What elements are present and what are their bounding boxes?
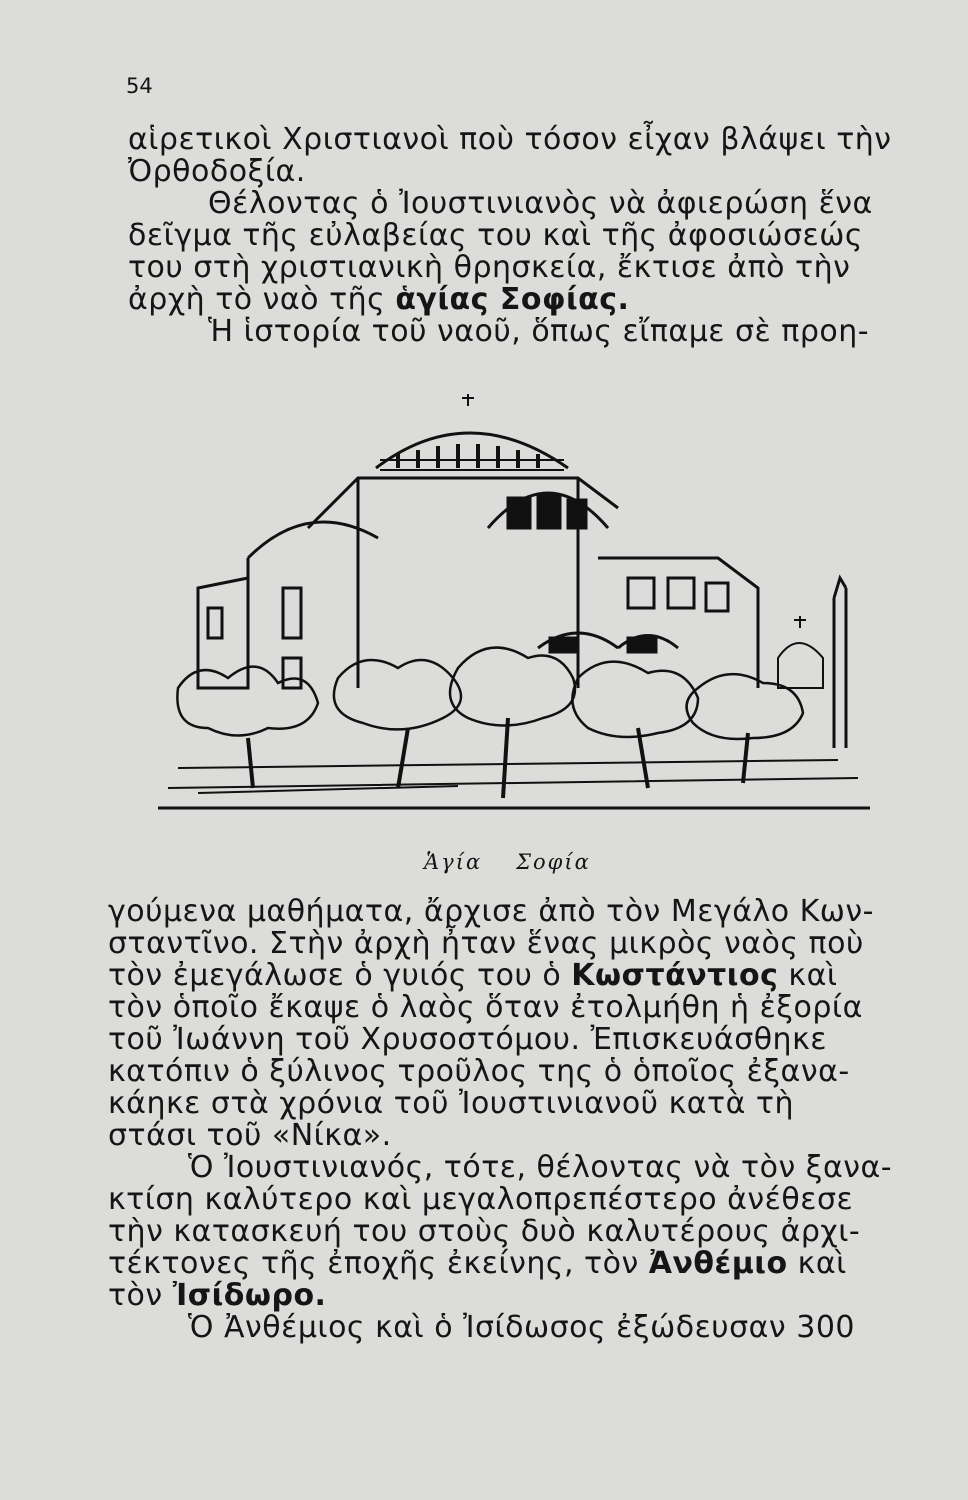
text-line: κατόπιν ὁ ξύλινος τροῦλος της ὁ ὁποῖος ἐξανα- xyxy=(108,1054,850,1089)
text-segment: καὶ xyxy=(797,1246,847,1281)
text-line xyxy=(108,1248,908,1280)
text-line: τὸν ὁποῖο ἔκαψε ὁ λαὸς ὅταν ἐτολμήθη ἡ ἐξορία xyxy=(108,990,863,1025)
text-line: δεῖγμα τῆς εὐλαβείας του καὶ τῆς ἀφοσιώσεώς xyxy=(128,218,863,253)
text-line: στάσι τοῦ «Νίκα». xyxy=(108,1118,392,1153)
text-line xyxy=(108,1280,908,1312)
text-line xyxy=(128,284,928,316)
text-segment: τὸν ἐμεγάλωσε ὁ γυιός του ὁ xyxy=(108,958,562,993)
caption-word: Σοφία xyxy=(516,850,591,874)
text-line: τὴν κατασκευή του στοὺς δυὸ καλυτέρους ἀρχι- xyxy=(108,1214,861,1249)
text-block-bottom xyxy=(108,896,908,1344)
text-line: Ὀρθοδοξία. xyxy=(128,154,306,189)
text-line xyxy=(108,960,908,992)
text-line: Ὁ Ἰουστινιανός, τότε, θέλοντας νὰ τὸν ξανα- xyxy=(188,1150,893,1185)
name-bold: Ἀνθέμιο xyxy=(648,1246,788,1281)
text-line: κάηκε στὰ χρόνια τοῦ Ἰουστινιανοῦ κατὰ τὴ xyxy=(108,1086,794,1121)
text-line: Ὁ Ἀνθέμιος καὶ ὁ Ἰσίδωσος ἐξώδευσαν 300 xyxy=(188,1310,855,1345)
page-number: 54 xyxy=(126,74,153,98)
text-segment: ἀρχὴ τὸ ναὸ τῆς xyxy=(128,282,386,317)
caption-word: Ἁγία xyxy=(424,850,483,874)
text-line: αἱρετικοὶ Χριστιανοὶ ποὺ τόσον εἶχαν βλάψει τὴν xyxy=(128,122,892,157)
text-block-top xyxy=(128,124,928,348)
name-bold: Κωστάντιος xyxy=(571,958,779,993)
text-line: γούμενα μαθήματα, ἄρχισε ἀπὸ τὸν Μεγάλο Κων- xyxy=(108,894,874,929)
text-line: κτίση καλύτερο καὶ μεγαλοπρεπέστερο ἀνέθεσε xyxy=(108,1182,854,1217)
text-line: σταντῖνο. Στὴν ἀρχὴ ἦταν ἕνας μικρὸς ναὸς ποὺ xyxy=(108,926,864,961)
text-segment: καὶ xyxy=(788,958,838,993)
illustration-caption xyxy=(424,850,591,874)
hagia-sophia-illustration xyxy=(158,388,870,816)
text-segment: τὸν xyxy=(108,1278,163,1313)
hagia-sophia-bold: ἁγίας Σοφίας. xyxy=(395,282,630,317)
text-line: τοῦ Ἰωάννη τοῦ Χρυσοστόμου. Ἐπισκευάσθηκε xyxy=(108,1022,827,1057)
text-line: Ἡ ἱστορία τοῦ ναοῦ, ὅπως εἴπαμε σὲ προη- xyxy=(208,314,870,349)
name-bold: Ἰσίδωρο. xyxy=(172,1278,327,1313)
text-line: του στὴ χριστιανικὴ θρησκεία, ἔκτισε ἀπὸ τὴν xyxy=(128,250,851,285)
text-line: Θέλοντας ὁ Ἰουστινιανὸς νὰ ἀφιερώση ἕνα xyxy=(208,186,873,221)
text-segment: τέκτονες τῆς ἐποχῆς ἐκείνης, τὸν xyxy=(108,1246,639,1281)
